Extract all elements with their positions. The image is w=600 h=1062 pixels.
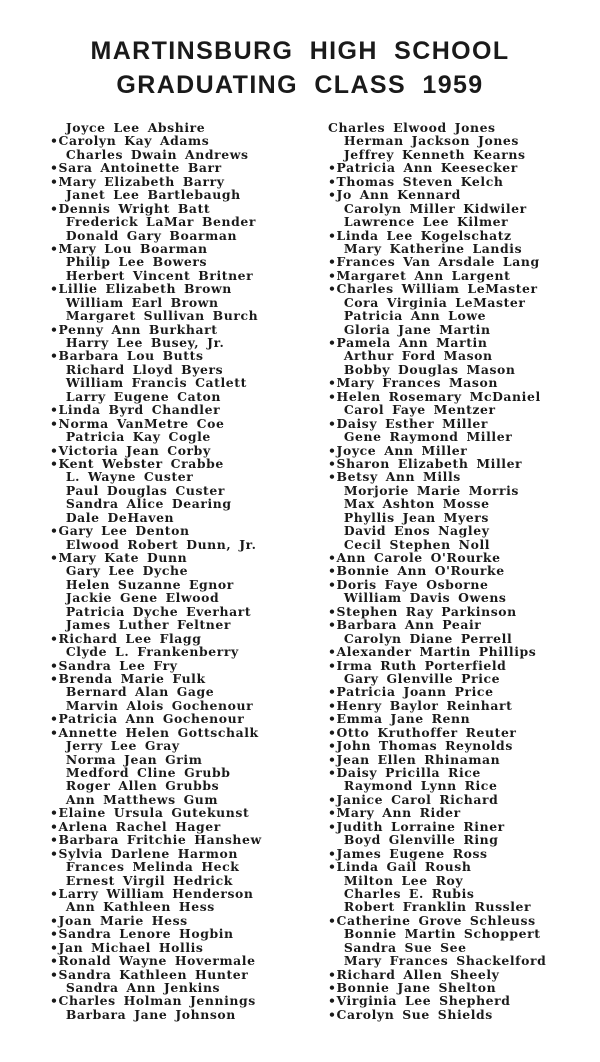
graduate-name: William Francis Catlett: [50, 375, 247, 391]
graduate-name: •Carolyn Sue Shields: [328, 1006, 493, 1022]
graduate-name: •Sandra Kathleen Hunter: [50, 966, 249, 982]
graduate-name: Janet Lee Bartlebaugh: [50, 187, 241, 203]
graduate-name: •James Eugene Ross: [328, 845, 488, 861]
graduate-name: •Otto Kruthoffer Reuter: [328, 724, 517, 740]
graduate-name: •Catherine Grove Schleuss: [328, 912, 536, 928]
graduate-name: •Emma Jane Renn: [328, 711, 471, 727]
graduate-name: James Luther Feltner: [50, 617, 232, 633]
graduate-name: Sandra Sue See: [328, 939, 467, 955]
graduate-name: •Thomas Steven Kelch: [328, 173, 504, 189]
graduate-name: Bonnie Martin Schoppert: [328, 926, 541, 942]
graduate-name: L. Wayne Custer: [50, 469, 194, 485]
graduate-name: Norma Jean Grim: [50, 751, 203, 767]
graduate-name: •Sandra Lee Fry: [50, 657, 178, 673]
graduate-name: •Bonnie Ann O'Rourke: [328, 563, 505, 579]
graduate-name: •Larry William Henderson: [50, 885, 254, 901]
graduate-name: Philip Lee Bowers: [50, 254, 208, 270]
graduate-name: •Irma Ruth Porterfield: [328, 657, 507, 673]
graduate-name: Patricia Dyche Everhart: [50, 603, 252, 619]
graduate-name: Sandra Alice Dearing: [50, 496, 232, 512]
graduate-name: •Daisy Esther Miller: [328, 415, 489, 431]
graduate-name: •Joan Marie Hess: [50, 912, 188, 928]
graduate-name: •Charles Holman Jennings: [50, 993, 256, 1009]
graduate-name: Sandra Ann Jenkins: [50, 980, 221, 995]
graduate-name: •Doris Faye Osborne: [328, 576, 489, 592]
graduate-name: Robert Franklin Russler: [328, 899, 532, 915]
graduate-name: •Kent Webster Crabbe: [50, 455, 224, 471]
graduate-name: Morjorie Marie Morris: [328, 482, 520, 498]
graduate-name: Lawrence Lee Kilmer: [328, 214, 509, 230]
graduate-name: •Joyce Ann Miller: [328, 442, 468, 458]
right-name-column: [328, 121, 578, 1021]
graduate-name: •Judith Lorraine Riner: [328, 818, 505, 834]
graduate-name: •Norma VanMetre Coe: [50, 415, 225, 431]
graduate-name: Richard Lloyd Byers: [50, 361, 224, 377]
graduate-name: •Barbara Lou Butts: [50, 348, 204, 364]
graduate-name: Boyd Glenville Ring: [328, 832, 499, 848]
graduate-name: Max Ashton Mosse: [328, 496, 490, 512]
graduate-name: •Jo Ann Kennard: [328, 187, 461, 203]
graduate-name: Elwood Robert Dunn, Jr.: [50, 536, 257, 552]
left-name-column: [50, 121, 295, 1021]
graduate-name: Patricia Kay Cogle: [50, 429, 211, 445]
graduate-name: Bernard Alan Gage: [50, 684, 215, 700]
graduate-name: Charles Elwood Jones: [328, 120, 496, 135]
graduate-name: •Victoria Jean Corby: [50, 442, 211, 458]
graduate-name: •Patricia Joann Price: [328, 684, 494, 700]
graduate-name: Joyce Lee Abshire: [50, 120, 206, 135]
graduate-name: •Jean Ellen Rhinaman: [328, 751, 501, 767]
graduate-name: •Betsy Ann Mills: [328, 469, 461, 485]
graduate-name: Harry Lee Busey, Jr.: [50, 335, 225, 350]
graduate-name: Gloria Jane Martin: [328, 321, 491, 337]
graduate-name: Jackie Gene Elwood: [50, 590, 220, 606]
graduate-name: Gary Lee Dyche: [50, 563, 189, 579]
graduate-name: Milton Lee Roy: [328, 872, 464, 888]
graduate-name: Dale DeHaven: [50, 509, 175, 525]
graduate-name: •Jan Michael Hollis: [50, 939, 204, 955]
graduate-name: Charles Dwain Andrews: [50, 146, 249, 162]
graduate-name: Barbara Jane Johnson: [50, 1006, 236, 1022]
graduate-name: •Mary Frances Mason: [328, 375, 498, 391]
graduate-name: Frederick LaMar Bender: [50, 214, 257, 230]
graduate-name: David Enos Nagley: [328, 523, 490, 539]
graduate-name: William Earl Brown: [50, 294, 219, 310]
graduate-name: •Gary Lee Denton: [50, 523, 190, 539]
graduate-name: •Helen Rosemary McDaniel: [328, 388, 541, 404]
graduate-name: •Linda Byrd Chandler: [50, 402, 221, 418]
graduate-name: Frances Melinda Heck: [50, 859, 240, 875]
graduate-name: Mary Frances Shackelford: [328, 953, 547, 969]
graduate-name: Phyllis Jean Myers: [328, 509, 489, 525]
graduate-name: •Mary Lou Boarman: [50, 240, 208, 256]
graduate-name: Larry Eugene Caton: [50, 388, 222, 404]
graduate-name: •Henry Baylor Reinhart: [328, 697, 513, 713]
graduate-name: •Janice Carol Richard: [328, 791, 499, 807]
graduate-name: •Linda Gail Roush: [328, 859, 472, 875]
graduate-name: Medford Cline Grubb: [50, 765, 231, 780]
graduate-name: Carolyn Diane Perrell: [328, 630, 513, 646]
graduate-name: •Sara Antoinette Barr: [50, 160, 222, 176]
graduate-name: Ann Kathleen Hess: [50, 899, 215, 915]
graduate-name: Cora Virginia LeMaster: [328, 294, 526, 310]
graduate-name: •Daisy Pricilla Rice: [328, 765, 481, 780]
graduate-name: Carol Faye Mentzer: [328, 402, 496, 418]
graduate-name: •Elaine Ursula Gutekunst: [50, 805, 250, 821]
class-title: GRADUATING CLASS 1959: [116, 71, 484, 99]
graduate-name: Marvin Alois Gochenour: [50, 697, 254, 713]
graduate-name: Jeffrey Kenneth Kearns: [328, 146, 526, 162]
graduate-name: •Sylvia Darlene Harmon: [50, 845, 238, 861]
graduate-name: •Charles William LeMaster: [328, 281, 538, 297]
graduate-name: •Stephen Ray Parkinson: [328, 603, 517, 619]
graduate-name: Paul Douglas Custer: [50, 482, 225, 498]
graduate-name: •Sandra Lenore Hogbin: [50, 926, 234, 942]
graduate-name: •Alexander Martin Phillips: [328, 644, 537, 660]
graduate-name: •Carolyn Kay Adams: [50, 133, 210, 149]
graduate-name: William Davis Owens: [328, 590, 507, 606]
graduate-name: Helen Suzanne Egnor: [50, 576, 234, 592]
graduate-name: •Annette Helen Gottschalk: [50, 724, 259, 740]
graduate-name: Jerry Lee Gray: [50, 738, 180, 754]
graduate-name: •Virginia Lee Shepherd: [328, 993, 511, 1009]
graduate-name: •Penny Ann Burkhart: [50, 321, 218, 337]
graduate-name: •Richard Lee Flagg: [50, 630, 202, 646]
graduate-name: Bobby Douglas Mason: [328, 361, 516, 377]
graduate-name: •John Thomas Reynolds: [328, 738, 513, 754]
graduate-name: •Lillie Elizabeth Brown: [50, 281, 232, 297]
graduate-name: Arthur Ford Mason: [328, 348, 493, 364]
document-header: [0, 34, 600, 102]
graduate-name: Raymond Lynn Rice: [328, 778, 498, 794]
graduate-name: •Bonnie Jane Shelton: [328, 980, 497, 995]
graduate-name: •Brenda Marie Fulk: [50, 670, 206, 686]
graduate-name: Ernest Virgil Hedrick: [50, 872, 233, 888]
graduate-name: Gary Glenville Price: [328, 670, 501, 686]
graduate-name: •Arlena Rachel Hager: [50, 818, 221, 834]
graduate-name: •Mary Kate Dunn: [50, 550, 188, 565]
graduate-name: •Sharon Elizabeth Miller: [328, 455, 523, 471]
graduate-name: •Dennis Wright Batt: [50, 200, 211, 216]
graduate-name: Charles E. Rubis: [328, 885, 475, 901]
graduate-name: Roger Allen Grubbs: [50, 778, 220, 794]
graduate-name: Cecil Stephen Noll: [328, 536, 491, 552]
school-title: MARTINSBURG HIGH SCHOOL: [90, 37, 510, 65]
graduate-name: •Barbara Ann Peair: [328, 617, 482, 633]
graduate-name: •Linda Lee Kogelschatz: [328, 227, 512, 243]
graduate-name: Margaret Sullivan Burch: [50, 308, 259, 324]
graduate-name: Mary Katherine Landis: [328, 240, 523, 256]
graduate-name: •Margaret Ann Largent: [328, 267, 511, 283]
graduate-name: •Ronald Wayne Hovermale: [50, 953, 256, 969]
graduate-name: Ann Matthews Gum: [50, 791, 219, 807]
graduate-name: Donald Gary Boarman: [50, 227, 238, 243]
graduate-name: •Mary Ann Rider: [328, 805, 461, 821]
graduate-name: •Barbara Fritchie Hanshew: [50, 832, 262, 848]
graduate-name: •Frances Van Arsdale Lang: [328, 254, 540, 270]
graduate-name: •Pamela Ann Martin: [328, 335, 488, 350]
graduate-name: •Richard Allen Sheely: [328, 966, 500, 982]
graduate-name: •Patricia Ann Keesecker: [328, 160, 518, 176]
graduate-name: Clyde L. Frankenberry: [50, 644, 239, 660]
graduate-name: •Ann Carole O'Rourke: [328, 550, 501, 565]
graduate-name: Gene Raymond Miller: [328, 429, 513, 445]
graduate-name: •Patricia Ann Gochenour: [50, 711, 245, 727]
graduate-name: Herbert Vincent Britner: [50, 267, 254, 283]
graduate-name: Herman Jackson Jones: [328, 133, 519, 149]
graduate-name: •Mary Elizabeth Barry: [50, 173, 225, 189]
graduate-name: Patricia Ann Lowe: [328, 308, 487, 324]
graduate-name: Carolyn Miller Kidwiler: [328, 200, 527, 216]
